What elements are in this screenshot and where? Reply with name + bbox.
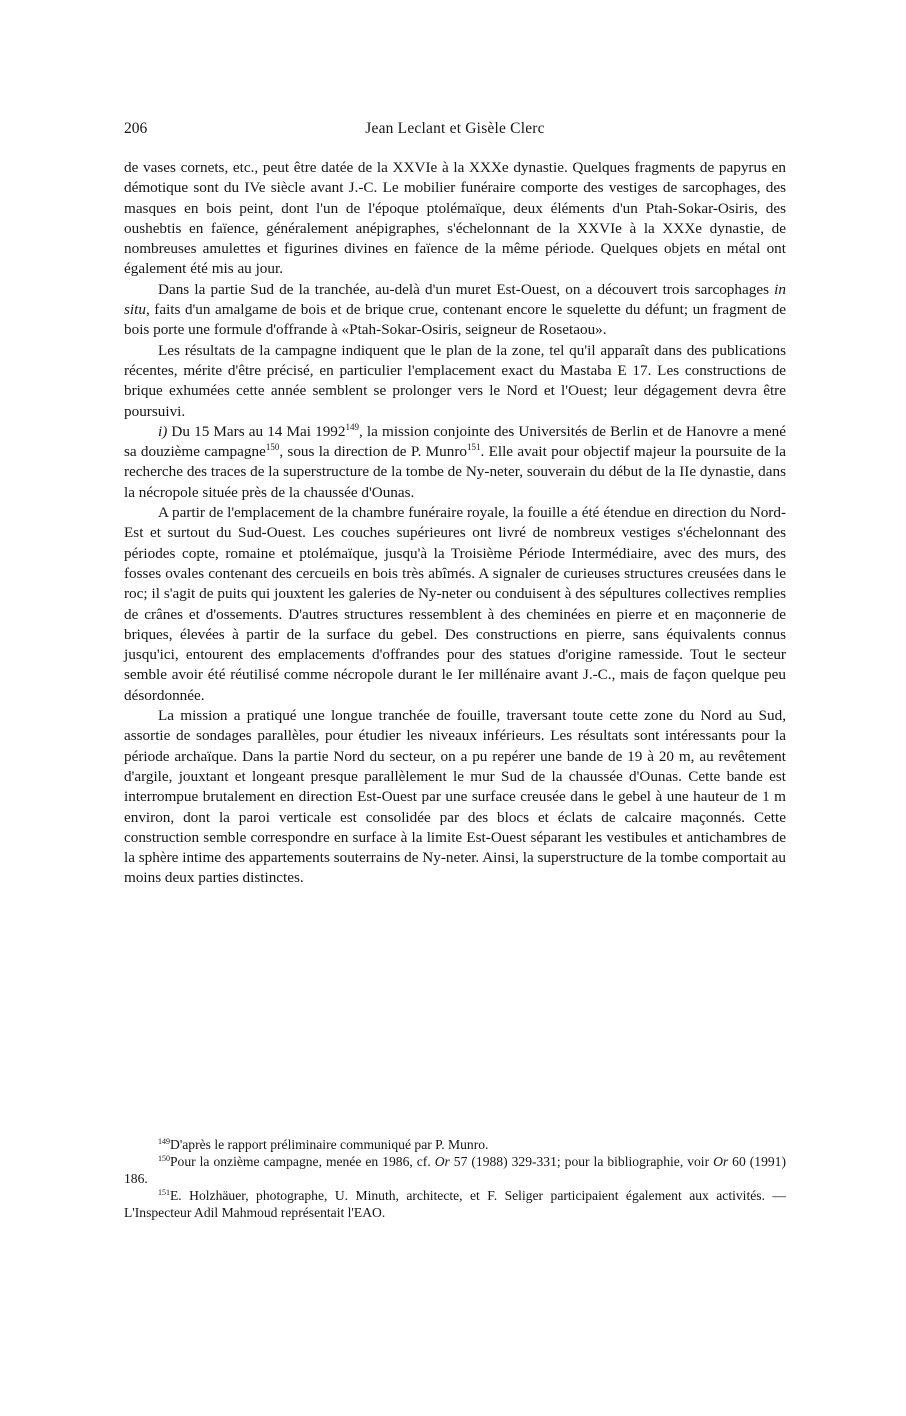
footnote-mark-149: 149 (158, 1137, 170, 1146)
footnote-149 (124, 1136, 786, 1153)
footnote-149-text: D'après le rapport préliminaire communiqué par P. Munro. (170, 1137, 489, 1152)
paragraph-4 (124, 422, 786, 503)
footnote-ref-149[interactable]: 149 (345, 421, 359, 432)
paragraph-2 (124, 280, 786, 341)
footnote-151-text: E. Holzhäuer, photographe, U. Minuth, architecte, et F. Seliger participaient également aux activités. — L'Inspecteur Adil Mahmoud représentait l'EAO. (124, 1188, 786, 1220)
paragraph-2-text-b: , faits d'un amalgame de bois et de brique crue, contenant encore le squelette du défunt; un fragment de bois porte une formule d'offrande à «Ptah-Sokar-Osiris, seigneur de Rosetaou». (124, 301, 786, 339)
section-label: i) (158, 422, 168, 440)
paragraph-2-text-a: Dans la partie Sud de la tranchée, au-delà d'un muret Est-Ouest, on a découvert trois sarcophages (158, 280, 775, 298)
footnote-150 (124, 1153, 786, 1187)
paragraph-5: A partir de l'emplacement de la chambre funéraire royale, la fouille a été étendue en direction du Nord-Est et surtout du Sud-Ouest. Les couches supérieures ont livré de nombreux vestiges s'échelonnant des périodes copte, romaine et ptolémaïque, jusqu'à la Troisième Période Intermédiaire, avec des murs, des fosses ovales contenant des cercueils en bois très abîmés. A signaler de curieuses structures creusées dans le roc; il s'agit de puits qui jouxtent les galeries de Ny-neter ou conduisent à des sépultures collectives remplies de crânes et d'ossements. D'autres structures ressemblent à des cheminées en pierre et en maçonnerie de briques, élevées à partir de la surface du gebel. Des constructions en pierre, sans équivalents connus jusqu'ici, entourent des emplacements d'offrandes pour des statues d'origine ramesside. Tout le secteur semble avoir été réutilisé comme nécropole durant le Ier millénaire avant J.-C., mais de façon quelque peu désordonnée. (124, 504, 786, 704)
journal-abbrev-2: Or (713, 1154, 729, 1169)
paragraph-2-italic: in situ (124, 280, 786, 319)
paragraph-4-text-d: . Elle avait pour objectif majeur la poursuite de la recherche des traces de la superstructure de la tombe de Ny-neter, souverain du début de la IIe dynastie, dans la nécropole située près de la chaussée d'Ounas. (124, 443, 787, 501)
footnote-150-text-a: Pour la onzième campagne, menée en 1986, cf. (170, 1154, 435, 1169)
footnote-mark-150: 150 (158, 1154, 170, 1163)
paragraph-1: de vases cornets, etc., peut être datée de la XXVIe à la XXXe dynastie. Quelques fragments de papyrus en démotique sont du IVe siècle avant J.-C. Le mobilier funéraire comporte des vestiges de sarcophages, des masques en bois peint, dont l'un de l'époque ptolémaïque, deux éléments d'un Ptah-Sokar-Osiris, des oushebtis en faïence, généralement anépigraphes, s'échelonnant de la XXVIe à la XXXe dynastie, de nombreuses amulettes et figurines divines en faïence de la même période. Quelques objets en métal ont également été mis au jour. (124, 159, 786, 278)
paragraph-4-text-c: , sous la direction de P. Munro (279, 443, 468, 461)
footnote-150-text-b: 57 (1988) 329-331; pour la bibliographie, voir (449, 1154, 714, 1169)
paragraph-3: Les résultats de la campagne indiquent que le plan de la zone, tel qu'il apparaît dans des publications récentes, mérite d'être précisé, en particulier l'emplacement exact du Mastaba E 17. Les constructions de brique exhumées cette année semblent se prolonger vers le Nord et l'Ouest; leur dégagement devra être poursuivi. (124, 341, 786, 420)
footnote-150-text-c: 60 (1991) 186. (124, 1154, 786, 1186)
footnote-mark-151: 151 (158, 1188, 170, 1197)
paragraph-4-text-a: Du 15 Mars au 14 Mai 1992 (167, 422, 346, 440)
footnotes (124, 1136, 786, 1221)
paragraph-6: La mission a pratiqué une longue tranchée de fouille, traversant toute cette zone du Nord au Sud, assortie de sondages parallèles, pour étudier les niveaux inférieurs. Les résultats sont intéressants pour la période archaïque. Dans la partie Nord du secteur, on a pu repérer une bande de 19 à 20 m, au revêtement d'argile, jouxtant et longeant presque parallèlement le mur Sud de la chaussée d'Ounas. Cette bande est interrompue brutalement en direction Est-Ouest par une surface creusée dans le gebel à une hauteur de 1 m environ, dont la paroi verticale est consolidée par des blocs et éclats de calcaire maçonnés. Cette construction semble correspondre en surface à la limite Est-Ouest séparant les vestibules et antichambres de la sphère intime des appartements souterrains de Ny-neter. Ainsi, la superstructure de la tombe comportait au moins deux parties distinctes. (124, 707, 786, 887)
page-number: 206 (124, 120, 148, 137)
footnote-151 (124, 1187, 786, 1221)
footnote-ref-151[interactable]: 151 (467, 442, 481, 453)
body-text (124, 158, 786, 889)
running-title: Jean Leclant et Gisèle Clerc (365, 120, 545, 137)
footnote-ref-150[interactable]: 150 (265, 442, 280, 453)
paragraph-4-text-b: , la mission conjointe des Universités de Berlin et de Hanovre a mené sa douzième campagne (124, 422, 786, 461)
journal-abbrev-1: Or (434, 1154, 450, 1169)
running-head (124, 120, 786, 142)
